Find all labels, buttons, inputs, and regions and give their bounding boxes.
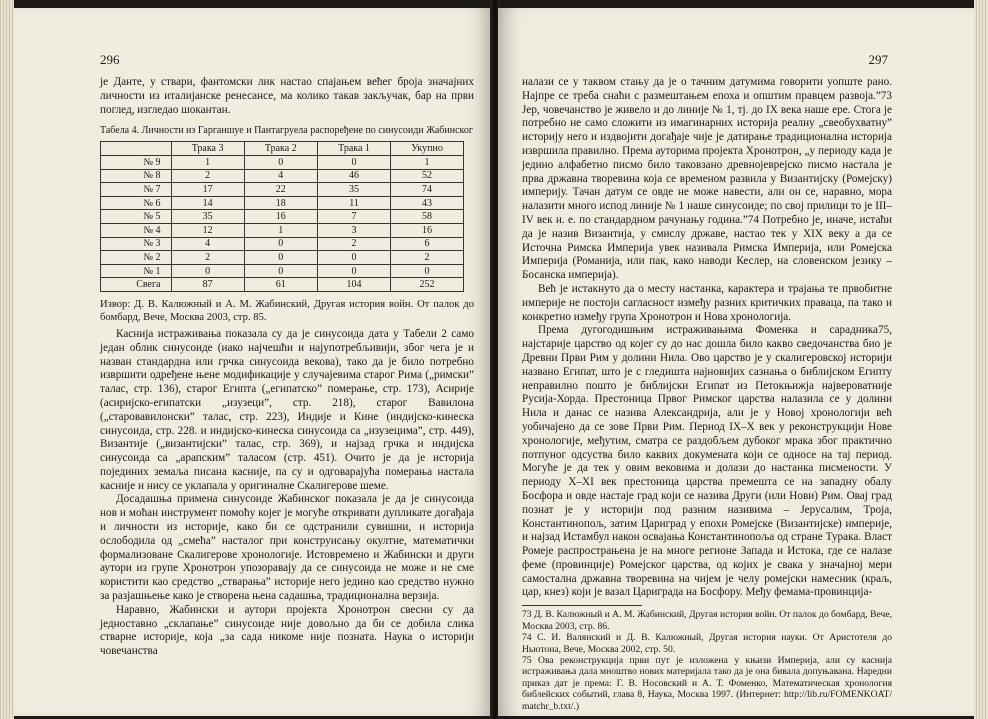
- left-paragraph-1: Каснија истраживања показала су да је синусоида дата у Табели 2 само један облик синусоиде (иако најчешћи и најупотребљивији, због чега је и назван стандардна или грчка синусоида векова), тако да је било потребно извршити одређене њене модификације у случајевима старог Рима („римски” талас, стр. 136), старог Египта („египатско” померање, стр. 173), Асирије (асиријско-египатски „изузеци”, стр. 218), старог Вавилона („старовавилонски” талас, стр. 223), Индије и Кине (индијско-кинеска синусоида, стр. 228. и индијско-кинеска синусоида са „изузецима”, стр. 449), Византије („византијски” талас, стр. 369), и најзад грчка и индијска синусоида са „арапским” таласом (стр. 451). Очито је да је историја појединих земаља писана касније, па су и одговарајућа померања настала касније и нису се уклапала у оригиналне Скалигерове шеме.: [100, 327, 474, 492]
- table-cell: 58: [391, 210, 464, 224]
- table-cell: 18: [244, 196, 317, 210]
- table-cell: 0: [244, 237, 317, 251]
- table-row-label: № 2: [101, 251, 172, 265]
- table-cell: 52: [391, 169, 464, 183]
- table-row: [101, 264, 464, 278]
- table-header-cell: Трака 3: [171, 142, 244, 156]
- table-cell: 61: [244, 278, 317, 292]
- page-number-right: 297: [868, 52, 888, 67]
- table-cell: 11: [317, 196, 390, 210]
- book-edge-right: [974, 0, 988, 719]
- table-header-cell: Трака 2: [244, 142, 317, 156]
- footnote-75: 75 Ова реконструкција први пут је изложена у књизи Империја, али су каснија истраживања дала мноштво нових материјала тако да је она бивала допуњавана. Наредни приказ дат је према: Г. В. Носовский и А. Т. Фоменко, Математическая хронология библейских событий, глава 8, Наука, Москва 1997. (Интернет: http://lib.ru/FOMENKOAT/ matchr_b.txt/.): [522, 654, 892, 712]
- table-cell: 22: [244, 183, 317, 197]
- left-paragraph-3: Наравно, Жабински и аутори пројекта Хронотрон свесни су да једноставно „склапање” синусоиде није довољно да би се добила слика стварне историје, која „за сада никоме није позната. Наука о историји човечанства: [100, 603, 474, 658]
- table-cell: 4: [171, 237, 244, 251]
- footnote-73: 73 Д. В. Калюжный и А. М. Жабинский, Другая история войн. От палок до бомбард, Вече, Москва 2003, стр. 86.: [522, 609, 892, 632]
- table-cell: 1: [391, 155, 464, 169]
- table-header-cell: Трака 1: [317, 142, 390, 156]
- table-cell: 12: [171, 223, 244, 237]
- table-row: [101, 278, 464, 292]
- table-row-label: № 4: [101, 223, 172, 237]
- left-paragraph-2: Досадашња примена синусоиде Жабинског показала је да је синусоида нов и моћан инструмент помоћу којег је могуће откривати дупликате догађаја и личности из историје, како би се одстранили сувишни, и историја ослободила од „смећа” насталог при конструисању окултне, математички формализоване Скалигерове хронологије. Истовремено и Жабински и други аутори из групе Хронотрон упозоравају да се синусоида не може и не сме користити као средство „стварања” историје него једино као средство нужно за разјашњење како је створена њена садашња, традиционална верзија.: [100, 493, 474, 603]
- table-cell: 74: [391, 183, 464, 197]
- right-paragraph-1: налази се у таквом стању да је о тачним датумима говорити уопште рано. Најпре се треба снаћи с размештањем епоха и општим правцем развоја.”73 Јер, човечанство је живело и до линије № 1, тј. до IX века наше ере. Стога је потребно не само сложити из имагинарних историја реалну „свеобухватну” историју него и издвојити догађаје чије је датирање традиционална историја извршила правилно. Према ауторима пројекта Хронотрон, „у периоду када је једино алфабетно писмо било таковзано древнојеврејско писмо настала је прва државна творевина која се временом развила у Византијску (Ромејску) империју. Тачан датум се овде не може навести, али он се, наравно, мора налазити много испод линије № 1 наше синусоиде; по свој прилици то је III–IV век н. е. по стандардном рачунању година.”74 Потребно је, иначе, истаћи да је назив Византија, у смислу државе, настао тек у XIX веку а да се Источна Римска Империја увек називала Римска Империја, или Ромејска Империја (Романија, или пак, како наводи Кеслер, на словенском језику – Босанска империја).: [522, 76, 892, 282]
- table-header-cell: [101, 142, 172, 156]
- table-row: [101, 237, 464, 251]
- table-row: [101, 251, 464, 265]
- page-number-left: 296: [100, 52, 120, 67]
- table-header-row: [101, 142, 464, 156]
- table-cell: 87: [171, 278, 244, 292]
- table-cell: 0: [391, 264, 464, 278]
- table-cell: 0: [317, 155, 390, 169]
- left-page: [14, 8, 492, 716]
- footnote-74: 74 С. И. Валянский и Д. В. Калюжный, Другая история науки. От Аристотеля до Ньютона, Вече, Москва 2002, стр. 50.: [522, 632, 892, 655]
- right-paragraph-3: Према дугогодишњим истраживањима Фоменка и сарадника75, најстарије царство од којег су до нас дошла било какво сведочанства био је Древни Први Рим у долини Нила. Ово царство је у скалигеровској историји названо Египат, што је с гледишта најновијих сазнања о библијском Египту неправилно пошто је библијски Египат из Петокњижја највероватније Русија-Хорда. Престоница Првог Римског царства налазила се у долини Нила и данас се назива Александрија, али је у Новој хронологији већ уобичајено да се зове Први Рим. Период IX–X век у реконструкцији Нове хронологије, међутим, сматра се раздобљем дубоког мрака због практично потпуног одсуства било каквих докумената који се односе на тај период. Могуће је да тек у овим вековима и долази до настанка писмености. У периоду X–XI век престоница царства премешта се на западну обалу Босфора и овде настаје град који се назива Други (или Нови) Рим. Овај град познат је у историји под разним називима – Јерусалим, Троја, Константинопољ, затим Цариград у епохи Ромејске (Византијске) империје, и најзад Истамбул након освајања Константинопоља од стране Турака. Власт Ромеје распрострањена је на многе регионе Запада и Истока, где се налазе феме (провинције) Ромејског царства, од којих је свака у значајној мери самостална државна творевина на чијем је челу ромејски намесник (краљ, цар, кнез) који је вазал Цариграда на Босфору. Међу фемама-провинција-: [522, 324, 892, 599]
- right-paragraph-2: Већ је истакнуто да о месту настанка, карактера и трајања те првобитне империје не постоји сагласност између разних критичких праваца, па тако и конкретно између група Хронотрон и Нова хронологија.: [522, 282, 892, 323]
- table-cell: 43: [391, 196, 464, 210]
- table-cell: 4: [244, 169, 317, 183]
- table-row-label: № 6: [101, 196, 172, 210]
- table-cell: 6: [391, 237, 464, 251]
- footnote-rule: [522, 605, 642, 606]
- table-cell: 2: [171, 251, 244, 265]
- table-cell: 104: [317, 278, 390, 292]
- table-cell: 0: [244, 264, 317, 278]
- table-cell: 1: [171, 155, 244, 169]
- table-row: [101, 210, 464, 224]
- table-cell: 7: [317, 210, 390, 224]
- table-cell: 17: [171, 183, 244, 197]
- table-row-label: № 9: [101, 155, 172, 169]
- table-row-label: № 8: [101, 169, 172, 183]
- table-cell: 0: [317, 264, 390, 278]
- table-row-label: № 7: [101, 183, 172, 197]
- table-cell: 3: [317, 223, 390, 237]
- table-cell: 46: [317, 169, 390, 183]
- table-cell: 16: [244, 210, 317, 224]
- table-cell: 35: [317, 183, 390, 197]
- table-caption: Табела 4. Личности из Гарганшуе и Пантагруела распоређене по синусоиди Жабинског: [100, 125, 473, 137]
- table-row-label: Свега: [101, 278, 172, 292]
- table-cell: 0: [171, 264, 244, 278]
- table-cell: 0: [244, 155, 317, 169]
- table-cell: 2: [391, 251, 464, 265]
- right-page: [498, 8, 976, 716]
- table-cell: 2: [171, 169, 244, 183]
- table-cell: 0: [317, 251, 390, 265]
- table-cell: 252: [391, 278, 464, 292]
- table-cell: 16: [391, 223, 464, 237]
- left-top-paragraph: је Данте, у ствари, фантомски лик настао спајањем већег броја значајних личности из италијанске ренесансе, ма колико такав закључак, бар на први поглед, изгледао шокантан.: [100, 76, 474, 116]
- data-table: [100, 141, 464, 292]
- table-cell: 35: [171, 210, 244, 224]
- table-cell: 1: [244, 223, 317, 237]
- table-header-cell: Укупно: [391, 142, 464, 156]
- table-row-label: № 3: [101, 237, 172, 251]
- table-row: [101, 183, 464, 197]
- table-source-note: Извор: Д. В. Калюжный и А. М. Жабинский, Другая история войн. От палок до бомбард, Вече, Москва 2003, стр. 85.: [100, 298, 474, 323]
- table-row-label: № 1: [101, 264, 172, 278]
- book-edge-left: [0, 0, 14, 719]
- table-row: [101, 169, 464, 183]
- table-row: [101, 196, 464, 210]
- table-cell: 14: [171, 196, 244, 210]
- table-row-label: № 5: [101, 210, 172, 224]
- table-cell: 2: [317, 237, 390, 251]
- table-row: [101, 155, 464, 169]
- table-row: [101, 223, 464, 237]
- table-cell: 0: [244, 251, 317, 265]
